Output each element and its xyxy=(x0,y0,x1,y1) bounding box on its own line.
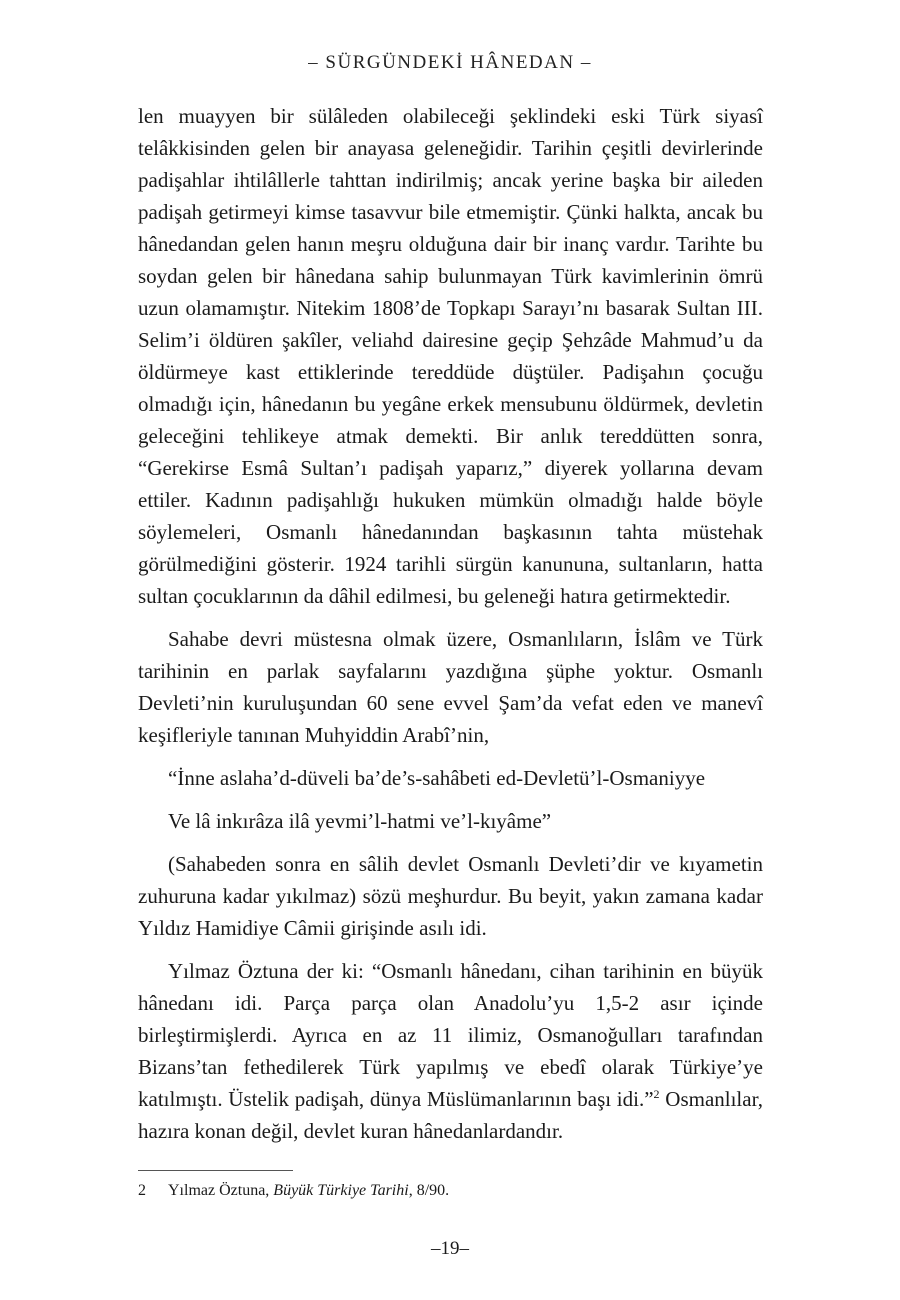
footnote-reference-text: , 8/90. xyxy=(408,1182,450,1199)
page-number: –19– xyxy=(431,1238,469,1259)
paragraph: Sahabe devri müstesna olmak üzere, Osmanlıların, İslâm ve Türk tarihinin en parlak sayfalarını yazdığına şüphe yoktur. Osmanlı Devleti’nin kuruluşundan 60 sene evvel Şam’da vefat eden ve manevî keşifleriyle tanınan Muhyiddin Arabî’nin, xyxy=(138,627,763,747)
paragraph-text: Yılmaz Öztuna der ki: “Osmanlı hânedanı, cihan tarihinin en büyük hânedanı idi. Parça parça olan Anadolu’yu 1,5-2 asır içinde birleştirmişlerdi. Ayrıca en az 11 ilimiz, Osmanoğulları tarafından Bizans’tan fethedilerek Türk yapılmış ve ebedî olarak Türkiye’ye katılmıştı. Üstelik padişah, dünya Müslümanlarının başı idi.” xyxy=(138,959,763,1111)
paragraph: len muayyen bir sülâleden olabileceği şeklindeki eski Türk siyasî telâkkisinden gelen bir anayasa geleneğidir. Tarihin çeşitli devirlerinde padişahlar ihtilâllerle tahttan indirilmiş; ancak yerine başka bir aileden padişah getirmeyi kimse tasavvur bile etmemiştir. Çünki halkta, ancak bu hânedandan gelen hanın meşru olduğuna dair bir inanç vardır. Tarihte bu soydan gelen bir hânedana sahip bulunmayan Türk kavimlerinin ömrü uzun olamamıştır. Nitekim 1808’de Topkapı Sarayı’nı basarak Sultan III. Selim’i öldüren şakîler, veliahd dairesine geçip Şehzâde Mahmud’u da öldürmeye kast ettiklerinde tereddüde düştüler. Padişahın çocuğu olmadığı için, hânedanın bu yegâne erkek mensubunu öldürmek, devletin geleceğini tehlikeye atmak demekti. Bir anlık tereddütten sonra, “Gerekirse Esmâ Sultan’ı padişah yaparız,” diyerek yollarına devam ettiler. Kadının padişahlığı hukuken mümkün olmadığı halde böyle söylemeleri, Osmanlı hânedanından başkasının tahta müstehak görülmediğini gösterir. 1924 tarihli sürgün kanununa, sultanların, hatta sultan çocuklarının da dâhil edilmesi, bu geleneği hatıra getirmektedir. xyxy=(138,104,763,608)
footnote-author: Yılmaz Öztuna, xyxy=(168,1182,274,1199)
body-text xyxy=(138,100,763,1158)
paragraph-text: Osmanlılar, hazıra konan değil, devlet kuran hânedanlardandır. xyxy=(138,1087,763,1143)
footnote-number: 2 xyxy=(138,1182,146,1199)
verse-line: Ve lâ inkırâza ilâ yevmi’l-hatmi ve’l-kıyâme” xyxy=(168,809,552,833)
verse-line: “İnne aslaha’d-düveli ba’de’s-sahâbeti ed-Devletü’l-Osmaniyye xyxy=(168,766,706,790)
running-head: – SÜRGÜNDEKİ HÂNEDAN – xyxy=(308,52,592,73)
footnote xyxy=(138,1180,763,1202)
footnote-reference[interactable]: 2 xyxy=(653,1087,660,1101)
paragraph xyxy=(138,955,763,1147)
footnote-divider xyxy=(138,1170,293,1171)
footnote-title: Büyük Türkiye Tarihi xyxy=(273,1182,409,1199)
paragraph: (Sahabeden sonra en sâlih devlet Osmanlı Devleti’dir ve kıyametin zuhuruna kadar yıkılmaz) sözü meşhurdur. Bu beyit, yakın zamana kadar Yıldız Hamidiye Câmii girişinde asılı idi. xyxy=(138,852,763,940)
